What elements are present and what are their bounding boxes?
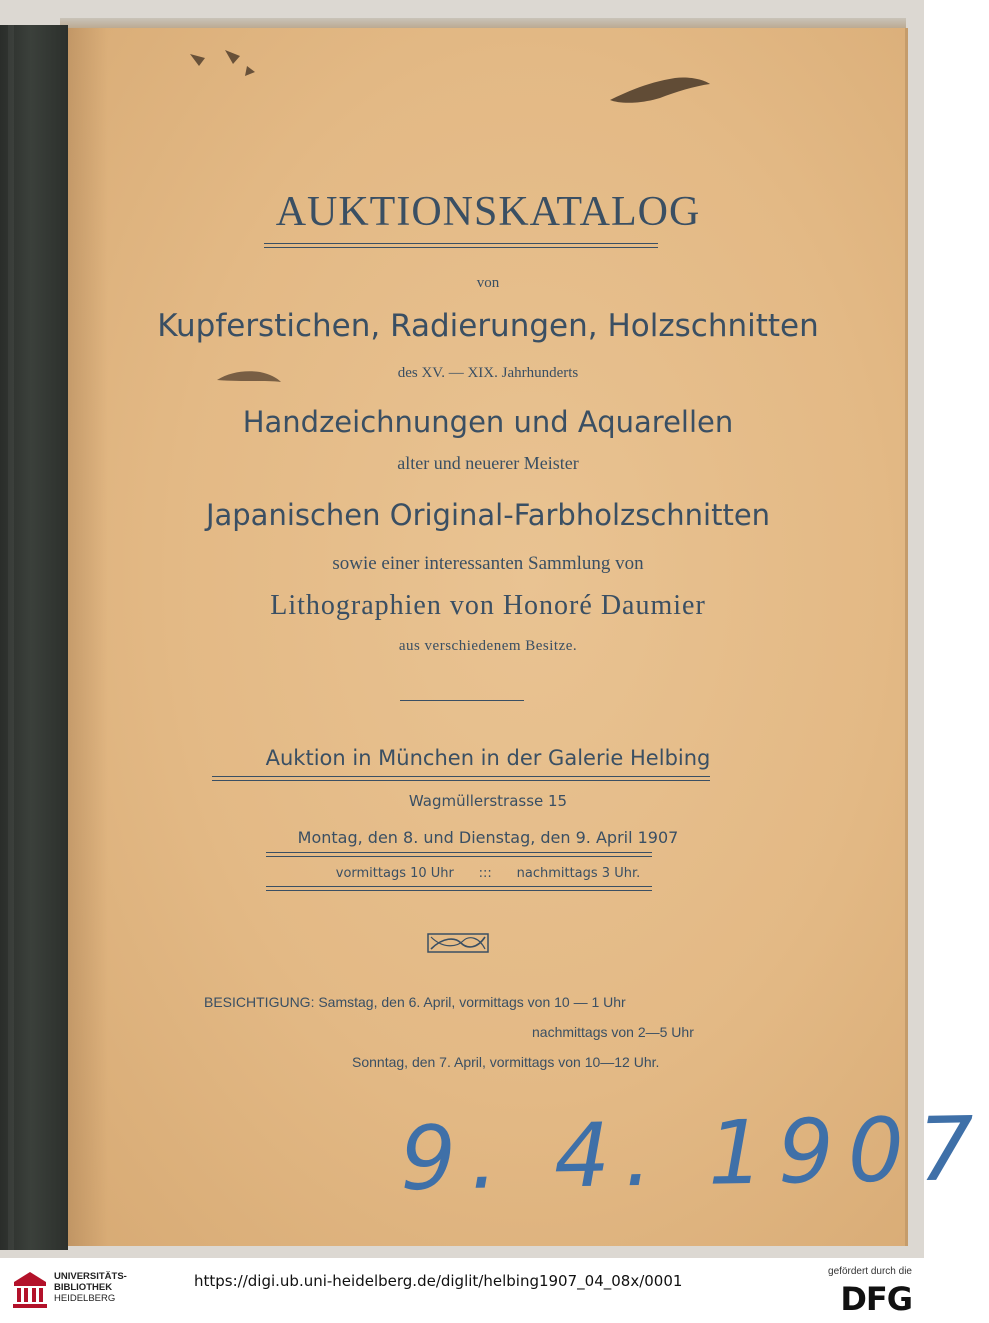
subtitle-von: von <box>476 275 500 291</box>
subject-daumier: Lithographien von Honoré Daumier <box>270 590 706 621</box>
university-library-logo-icon[interactable] <box>10 1270 50 1310</box>
viewing-sunday: Sonntag, den 7. April, vormittags von 10—12 Uhr. <box>352 1054 660 1070</box>
subject-engravings: Kupferstichen, Radierungen, Holzschnitten <box>157 308 819 344</box>
subject-masters: alter und neuerer Meister <box>397 453 579 473</box>
viewing-saturday: BESICHTIGUNG: Samstag, den 6. April, vormittags von 10 — 1 Uhr <box>204 994 626 1010</box>
library-name-line: BIBLIOTHEK <box>54 1282 113 1293</box>
auction-dates: Montag, den 8. und Dienstag, den 9. April 1907 <box>297 828 679 847</box>
library-name-line: UNIVERSITÄTS- <box>54 1271 127 1282</box>
title-double-rule <box>264 243 658 248</box>
permalink-url[interactable]: https://digi.ub.uni-heidelberg.de/diglit/helbing1907_04_08x/0001 <box>194 1272 683 1290</box>
dates-double-rule <box>266 852 652 857</box>
viewing-saturday-afternoon: nachmittags von 2—5 Uhr <box>532 1024 694 1040</box>
funder-note: gefördert durch die <box>828 1266 912 1277</box>
handwritten-date: 9. 4. 1907 <box>399 1096 989 1211</box>
ink-stain <box>605 70 715 110</box>
subject-centuries: des XV. — XIX. Jahrhunderts <box>397 365 579 381</box>
viewer-footer <box>0 1258 924 1323</box>
subject-provenance: aus verschiedenem Besitze. <box>398 638 578 654</box>
catalog-title: AUKTIONSKATALOG <box>275 189 701 235</box>
book-spine <box>0 25 68 1250</box>
auction-times: vormittags 10 Uhr ::: nachmittags 3 Uhr. <box>335 866 641 881</box>
dfg-logo[interactable]: DFG <box>840 1280 912 1318</box>
separator-line <box>400 699 524 702</box>
auction-location: Auktion in München in der Galerie Helbing <box>265 746 711 770</box>
library-name[interactable] <box>54 1271 127 1304</box>
subject-collection: sowie einer interessanten Sammlung von <box>332 553 644 574</box>
ornament-icon <box>427 933 489 953</box>
library-name-line: HEIDELBERG <box>54 1293 116 1304</box>
subject-japanese-woodcuts: Japanischen Original-Farbholzschnitten <box>205 498 771 532</box>
ink-stain <box>185 44 265 84</box>
subject-drawings: Handzeichnungen und Aquarellen <box>242 405 734 439</box>
auction-address: Wagmüllerstrasse 15 <box>408 792 568 810</box>
times-double-rule <box>266 886 652 891</box>
auction-double-rule <box>212 776 710 781</box>
